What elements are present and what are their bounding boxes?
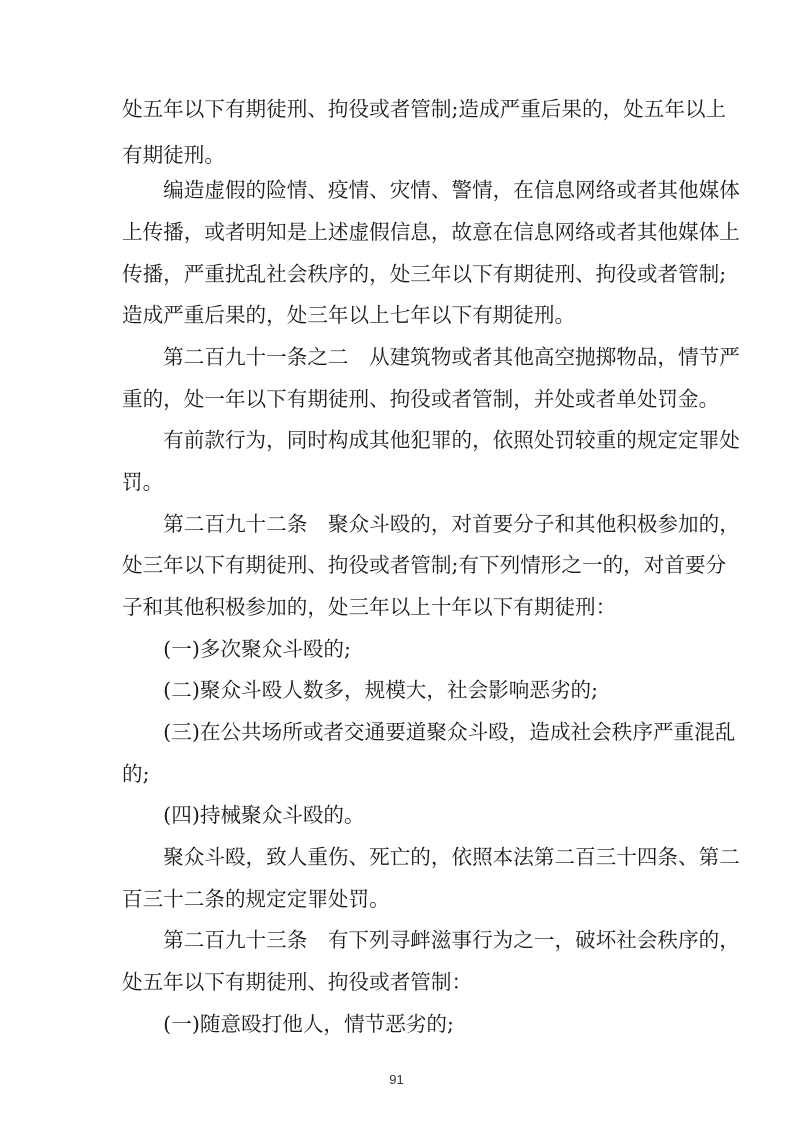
text-line: 罚。 <box>122 470 164 494</box>
text-line: 处三年以下有期徒刑、拘役或者管制;有下列情形之一的，对首要分 <box>122 553 727 577</box>
text-line: (二)聚众斗殴人数多，规模大，社会影响恶劣的; <box>122 678 599 702</box>
text-line: 第二百九十三条 有下列寻衅滋事行为之一，破坏社会秩序的， <box>122 928 740 952</box>
text-line: 处五年以下有期徒刑、拘役或者管制;造成严重后果的，处五年以上 <box>122 97 727 121</box>
text-line: 处五年以下有期徒刑、拘役或者管制： <box>122 970 473 994</box>
text-line: 上传播，或者明知是上述虚假信息，故意在信息网络或者其他媒体上 <box>122 220 740 244</box>
text-line: 传播，严重扰乱社会秩序的，处三年以下有期徒刑、拘役或者管制; <box>122 262 727 286</box>
text-line: 有前款行为，同时构成其他犯罪的，依照处罚较重的规定定罪处 <box>122 428 740 452</box>
text-line: 第二百九十一条之二 从建筑物或者其他高空抛掷物品，情节严 <box>122 345 740 369</box>
text-line: 的; <box>122 762 150 786</box>
text-line: 有期徒刑。 <box>122 143 225 167</box>
text-line: 百三十二条的规定定罪处罚。 <box>122 887 390 911</box>
page-number: 91 <box>389 1072 404 1087</box>
text-line: (四)持械聚众斗殴的。 <box>122 803 365 827</box>
text-line: 第二百九十二条 聚众斗殴的，对首要分子和其他积极参加的， <box>122 512 740 536</box>
text-line: 重的，处一年以下有期徒刑、拘役或者管制，并处或者单处罚金。 <box>122 387 720 411</box>
text-line: (一)随意殴打他人，情节恶劣的; <box>122 1012 454 1036</box>
text-line: (三)在公共场所或者交通要道聚众斗殴，造成社会秩序严重混乱 <box>122 720 736 744</box>
text-line: 子和其他积极参加的，处三年以上十年以下有期徒刑： <box>122 595 617 619</box>
text-line: 造成严重后果的，处三年以上七年以下有期徒刑。 <box>122 303 576 327</box>
text-line: 聚众斗殴，致人重伤、死亡的，依照本法第二百三十四条、第二 <box>122 845 740 869</box>
text-line: 编造虚假的险情、疫情、灾情、警情，在信息网络或者其他媒体 <box>122 178 740 202</box>
text-line: (一)多次聚众斗殴的; <box>122 637 351 661</box>
